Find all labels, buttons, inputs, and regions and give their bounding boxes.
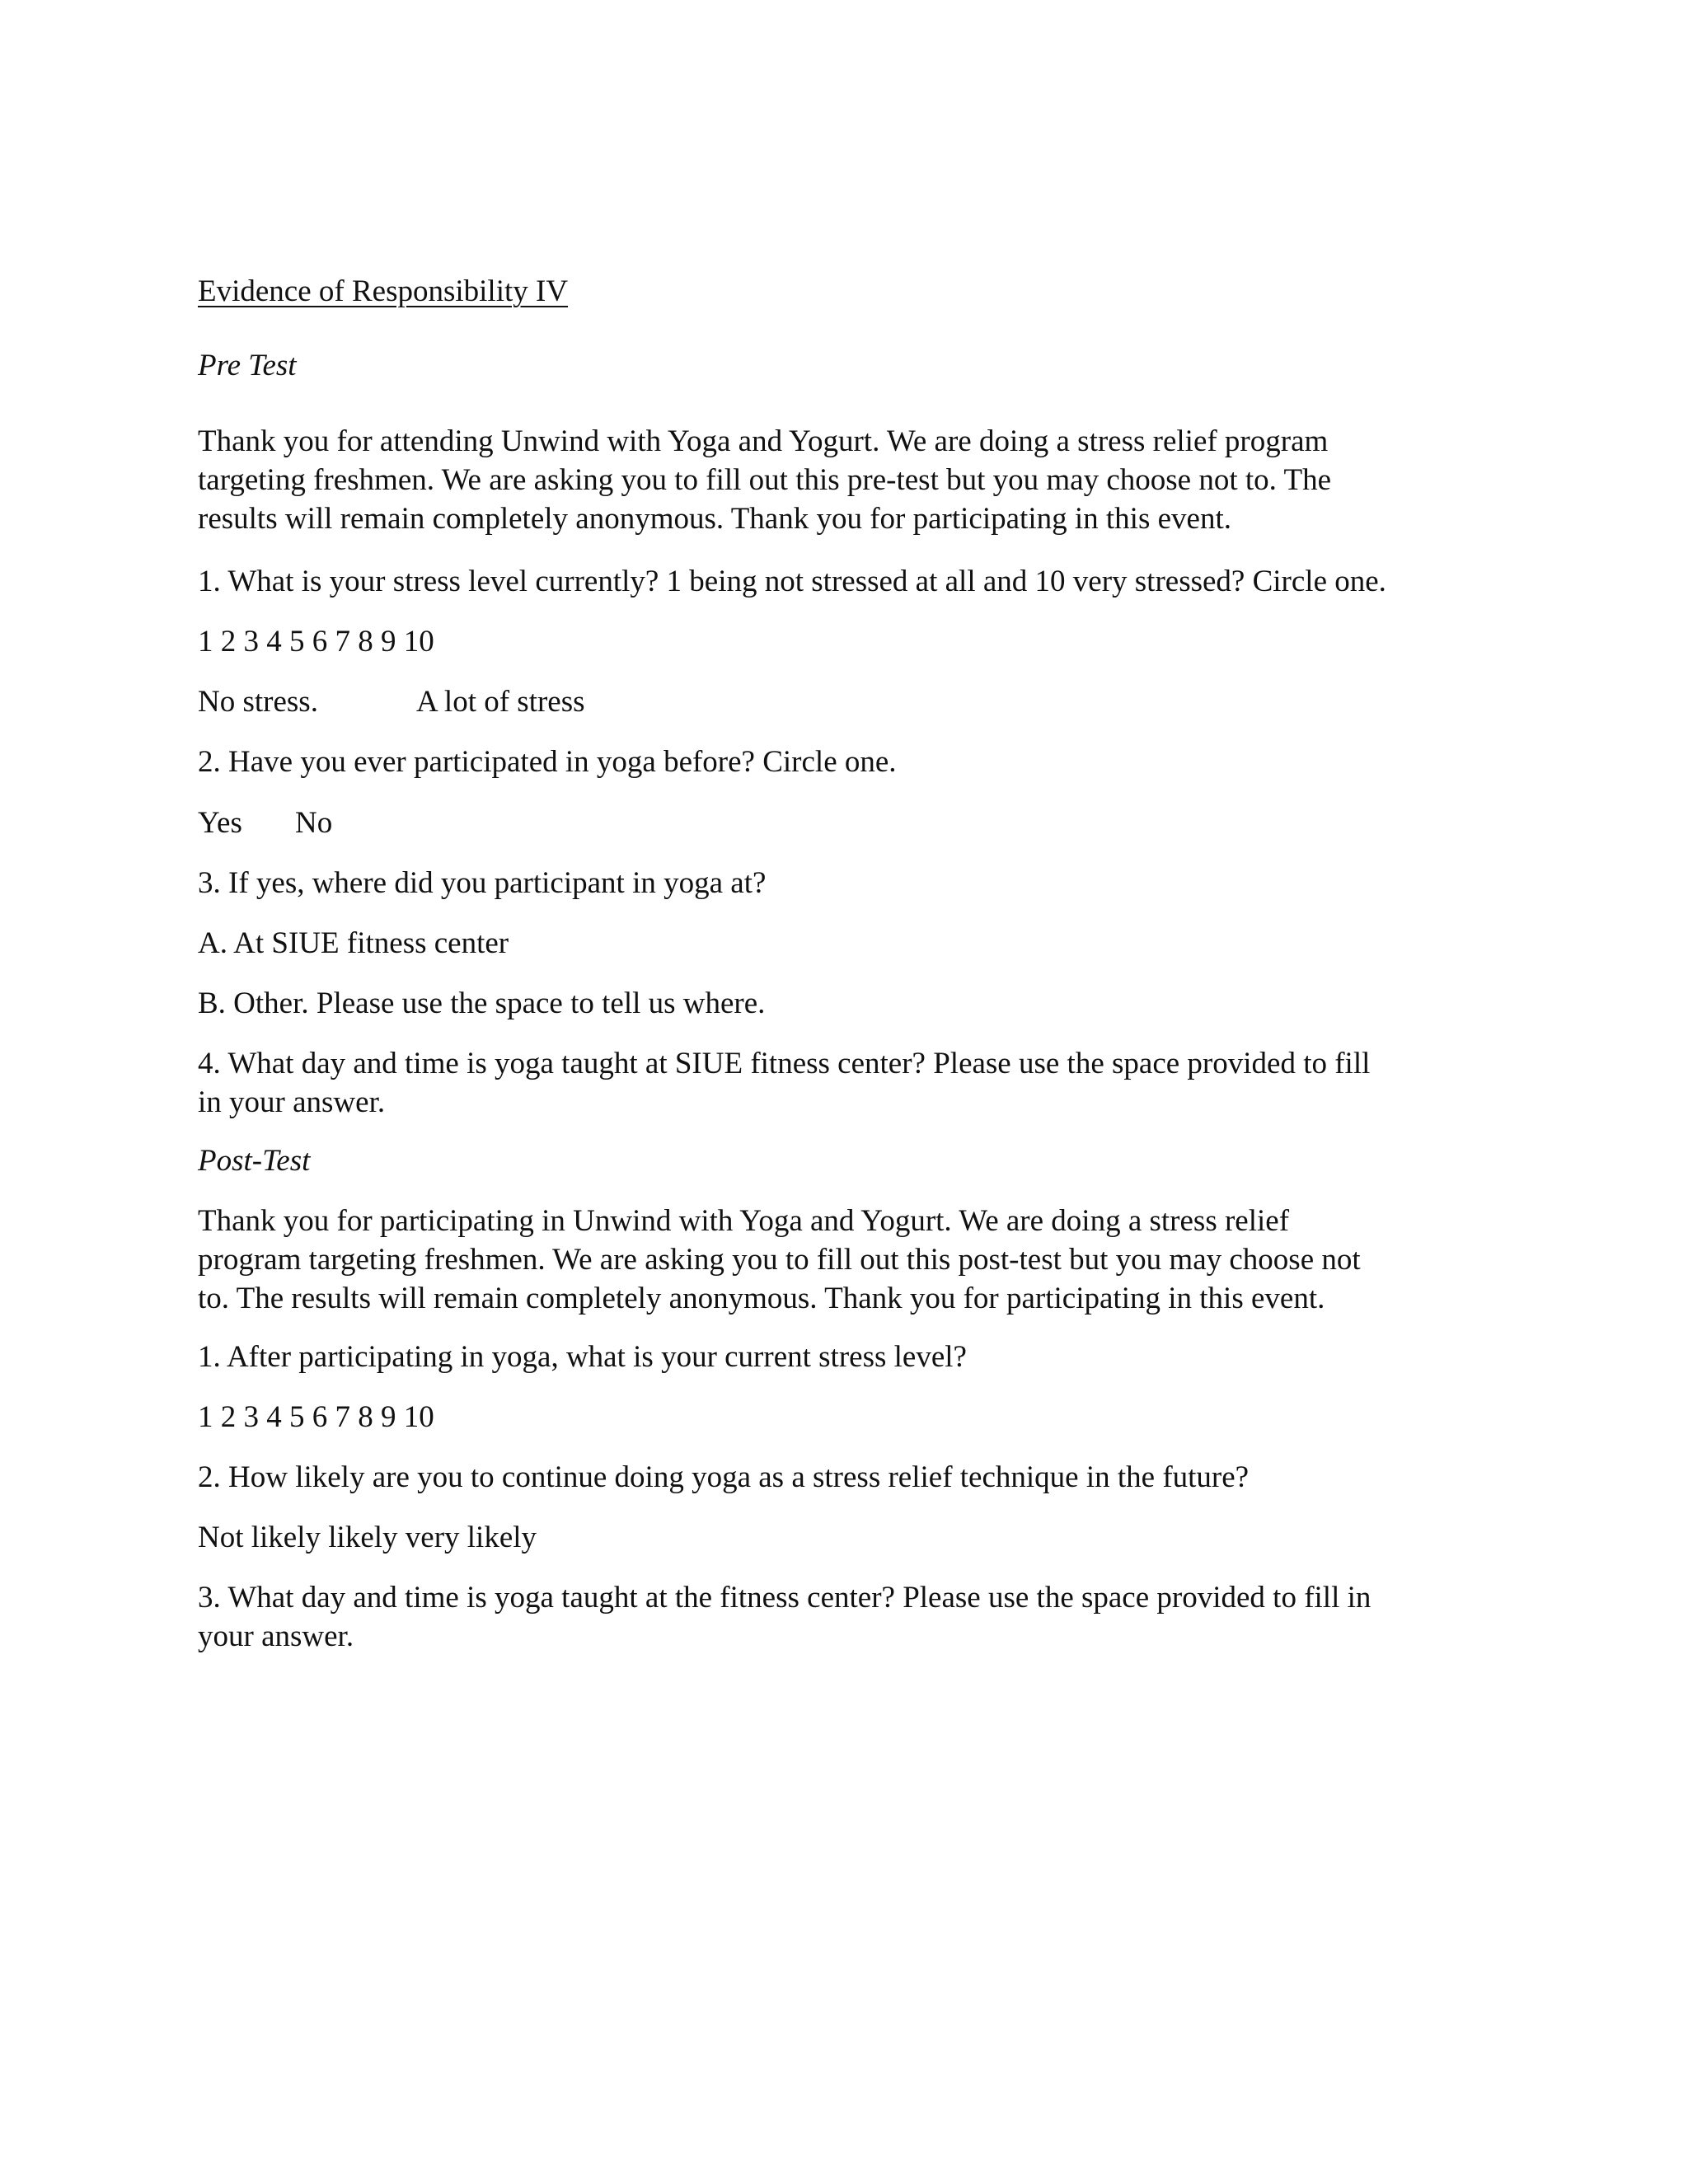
post-test-heading: Post-Test [198, 1144, 311, 1178]
post-test-intro [198, 1202, 1500, 1318]
pre-test-question-4 [198, 1044, 1500, 1122]
pre-test-scale-labels [198, 682, 585, 721]
post-test-stress-scale: 1 2 3 4 5 6 7 8 9 10 [198, 1400, 434, 1434]
scale-high-label: A lot of stress [416, 685, 585, 719]
post-test-intro-line: Thank you for participating in Unwind with Yoga and Yogurt. We are doing a stress relief [198, 1204, 1290, 1238]
pre-test-intro [198, 422, 1500, 538]
pre-test-intro-line: results will remain completely anonymous. Thank you for participating in this event. [198, 502, 1231, 536]
post-test-question-2: 2. How likely are you to continue doing yoga as a stress relief technique in the future? [198, 1460, 1250, 1494]
pre-test-intro-line: Thank you for attending Unwind with Yoga and Yogurt. We are doing a stress relief program [198, 424, 1329, 458]
pre-test-question-2: 2. Have you ever participated in yoga before? Circle one. [198, 745, 897, 779]
pre-test-yes-no [198, 804, 332, 842]
pre-test-intro-line: targeting freshmen. We are asking you to fill out this pre-test but you may choose not to. The [198, 463, 1331, 497]
yes-option: Yes [198, 806, 242, 840]
pre-test-option-a: A. At SIUE fitness center [198, 926, 509, 960]
pre-test-question-1: 1. What is your stress level currently? 1 being not stressed at all and 10 very stressed? Circle one. [198, 565, 1386, 598]
post-test-question-3 [198, 1578, 1500, 1656]
post-test-question-3-line: 3. What day and time is yoga taught at the fitness center? Please use the space provided to fill in [198, 1581, 1372, 1615]
post-test-question-1: 1. After participating in yoga, what is your current stress level? [198, 1340, 967, 1374]
no-option: No [295, 806, 333, 840]
post-test-question-3-line: your answer. [198, 1619, 354, 1653]
post-test-intro-line: program targeting freshmen. We are asking you to fill out this post-test but you may choose not [198, 1243, 1361, 1277]
pre-test-question-3: 3. If yes, where did you participant in yoga at? [198, 866, 767, 900]
pre-test-question-4-line: in your answer. [198, 1085, 386, 1119]
pre-test-option-b: B. Other. Please use the space to tell us where. [198, 987, 766, 1020]
pre-test-question-4-line: 4. What day and time is yoga taught at SIUE fitness center? Please use the space provided to fill [198, 1047, 1371, 1080]
pre-test-stress-scale: 1 2 3 4 5 6 7 8 9 10 [198, 625, 434, 658]
post-test-intro-line: to. The results will remain completely anonymous. Thank you for participating in this event. [198, 1282, 1325, 1315]
pre-test-heading: Pre Test [198, 349, 297, 382]
document-title: Evidence of Responsibility IV [198, 274, 569, 308]
scale-low-label: No stress. [198, 685, 318, 719]
post-test-likelihood-options: Not likely likely very likely [198, 1521, 537, 1554]
